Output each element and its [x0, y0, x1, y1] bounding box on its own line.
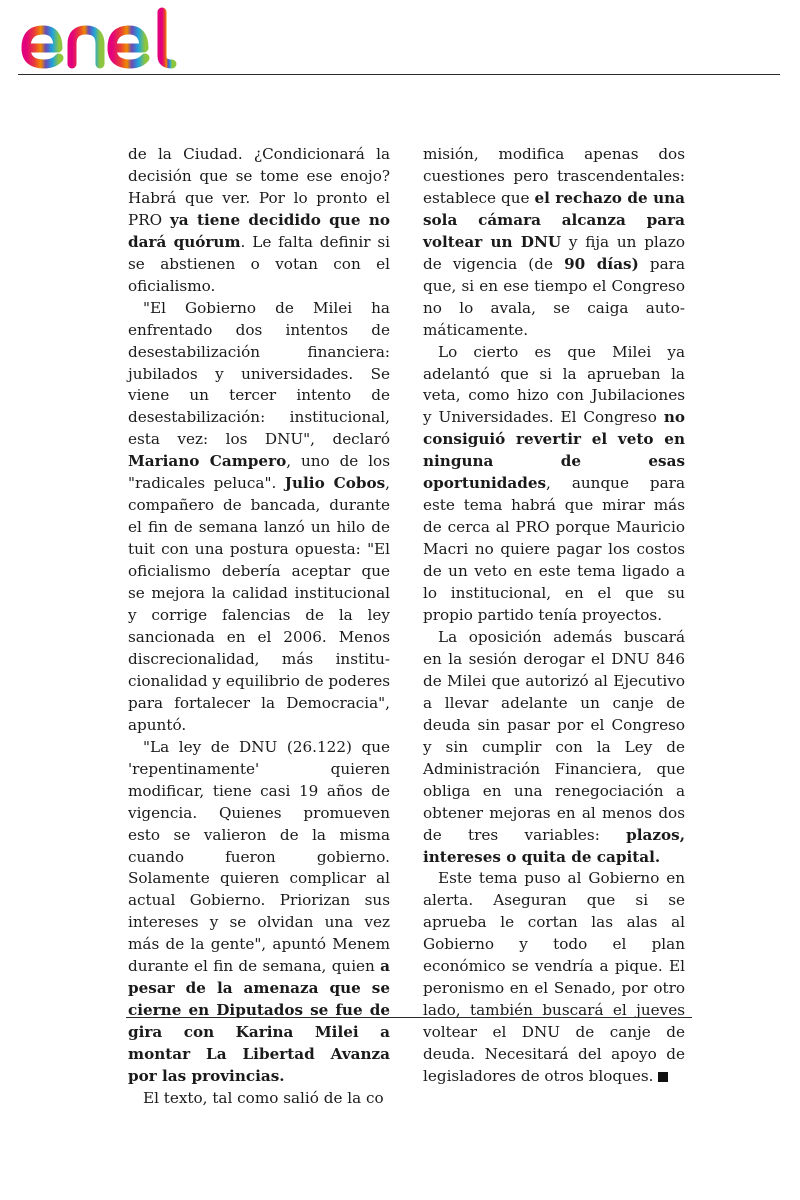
article-end-divider	[126, 1017, 692, 1018]
article-paragraph	[423, 868, 685, 1088]
article-paragraph	[128, 298, 390, 737]
highlight-text: Julio Cobos	[284, 474, 386, 493]
body-text: , uno de los "radicales peluca".	[128, 452, 390, 493]
highlight-text: 90 días)	[564, 254, 639, 273]
enel-logo	[16, 4, 196, 72]
enel-logo-graphic	[16, 4, 196, 72]
article-paragraph	[128, 144, 390, 298]
article-body	[128, 144, 691, 1107]
body-text: para que, si en ese tiempo el Congreso no lo avala, se caiga automáticamente.	[423, 254, 686, 339]
article-paragraph	[423, 627, 685, 868]
body-text: , compañero de bancada, durante el fin de semana lanzó un hilo de tuit con una postura opuesta: "El oficialismo debería aceptar que se mejora la calidad institucional y corrige falencias de la ley sancionada en el 2006. Menos discrecionalidad, más institucionalidad y equilibrio de poderes para fortalecer la Democracia", apuntó.	[128, 474, 390, 734]
highlight-text: el rechazo de una sola cámara alcanza para voltear un DNU	[423, 188, 685, 251]
body-text: "La ley de DNU (26.122) que 'repentinamente' quieren modificar, tiene casi 19 años de vigencia. Quienes promueven esto se valieron de la misma cuando fueron gobierno. Solamente quieren complicar al actual Gobierno. Priorizan sus intereses y se olvidan una vez más de la gente", apuntó Menem durante el fin de semana, quien	[128, 737, 390, 976]
article-column-left	[128, 144, 390, 1110]
body-text: Lo cierto es que Milei ya adelantó que si la aprueban la veta, como hizo con Jubilaciones y Universidades. El Congreso	[423, 342, 685, 427]
highlight-text: plazos, intereses o quita de capital.	[423, 825, 685, 866]
body-text: La oposición además buscará en la sesión derogar el DNU 846 de Milei que autorizó al Ejecutivo a llevar adelante un canje de deuda sin pasar por el Congreso y sin cumplir con la Ley de Administración Financiera, que obliga en una renegociación a obtener mejoras en al menos dos de tres variables:	[423, 627, 685, 844]
header-divider	[18, 74, 780, 75]
article-paragraph	[423, 144, 685, 342]
highlight-text: a pesar de la amenaza que se cierne en Diputados se fue de gira con Karina Milei a montar La Libertad Avanza por las provincias.	[128, 957, 390, 1086]
body-text: , aunque para este tema habrá que mirar más de cerca al PRO porque Mauricio Macri no quiere pagar los costos de un veto en este tema ligado a lo institucional, en el que su propio partido tenía proyectos.	[423, 474, 685, 625]
body-text: Este tema puso al Gobierno en alerta. Aseguran que si se aprueba le cortan las alas al Gobierno y todo el plan económico se vendría a pique. El peronismo en el Senado, por otro lado, también buscará el jueves voltear el DNU de canje de deuda. Necesitará del apoyo de legisladores de otros bloques.	[423, 869, 685, 1086]
highlight-text: no consiguió revertir el veto en ninguna de esas oportunidades	[423, 408, 685, 493]
body-text: de la Ciudad. ¿Condicionará la decisión que se tome ese enojo? Habrá que ver. Por lo pronto el PRO	[128, 145, 390, 229]
article-column-right	[423, 144, 685, 1088]
body-text: y fija un plazo de vigencia (de	[423, 232, 685, 273]
article-paragraph	[128, 737, 390, 1088]
body-text: "El Gobierno de Milei ha enfrentado dos intentos de desestabilización financiera: jubilados y universidades. Se viene un tercer intento de desestabilización: institucional, esta vez: los DNU", declaró	[128, 298, 390, 449]
article-paragraph	[423, 342, 685, 627]
article-paragraph	[128, 1088, 390, 1110]
end-of-article-mark	[658, 1072, 668, 1082]
body-text: . Le falta definir si se abstienen o votan con el oficialismo.	[128, 232, 391, 295]
highlight-text: Mariano Campero	[128, 452, 287, 471]
highlight-text: ya tiene decidido que no dará quórum	[128, 210, 390, 251]
body-text: El texto, tal como salió de la co	[143, 1088, 384, 1107]
body-text: misión, modifica apenas dos cuestiones pero trascendentales: establece que	[423, 145, 685, 207]
